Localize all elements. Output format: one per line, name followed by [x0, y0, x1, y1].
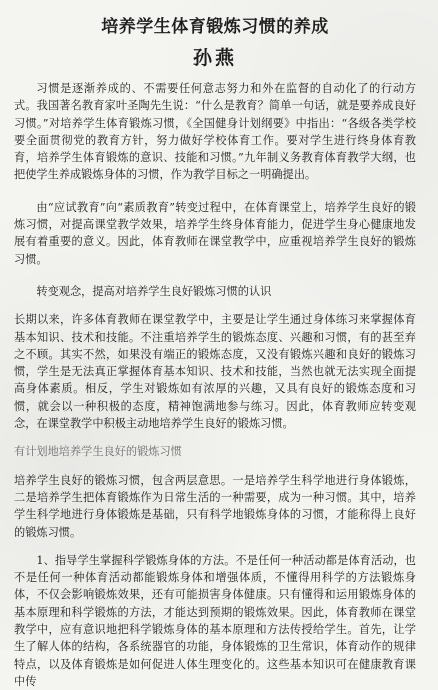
section-heading-2: 有计划地培养学生良好的锻炼习惯 [14, 445, 182, 459]
paragraph-point1: 1、指导学生掌握科学锻炼身体的方法。不是任何一种活动都是体育活动，也不是任何一种体育活动都能锻炼身体和增强体质，不懂得用科学的方法锻炼身体，不仅会影响锻炼效果，还有可能损害身体健康。只有懂得和运用锻炼身体的基本原理和科学锻炼的方法，才能达到预期的锻炼效果。因此，体育教师在课堂教学中，应有意识地把科学锻炼身体的基本原理和方法传授给学生。首先，让学生了解人体的结构，各系统器官的功能，身体锻炼的卫生常识，体育动作的规律特点，以及体育锻炼是如何促进人体生理变化的。这些基本知识可在健康教育课中传 [14, 553, 416, 688]
author-name: 孙燕 [192, 47, 237, 69]
paragraph-gap [14, 461, 416, 472]
section-heading-1: 转变观念，提高对培养学生良好锻炼习惯的认识 [36, 284, 272, 298]
paragraph-gap [14, 184, 416, 199]
paragraph-gap [14, 432, 416, 443]
paragraph-section2: 培养学生良好的锻炼习惯，包含两层意思。一是培养学生科学地进行身体锻炼，二是培养学生把体育锻炼作为日常生活的一种需要，成为一种习惯。其中，培养学生科学地进行身体锻炼是基础，只有科学地锻炼身体的习惯，才能称得上良好的锻炼习惯。 [14, 473, 416, 539]
document-title: 培养学生体育锻炼习惯的养成 [101, 17, 329, 37]
paragraph-gap [14, 268, 416, 283]
paragraph-gap [14, 300, 416, 311]
paragraph-intro: 习惯是逐渐养成的、不需要任何意志努力和外在监督的自动化了的行动方式。我国著名教育家叶圣陶先生说：“什么是教育？简单一句话，就是要养成良好习惯。”对培养学生体育锻炼习惯，《全国健身计划纲要》中指出：“各级各类学校要全面贯彻党的教育方针，努力做好学校体育工作。要对学生进行终身体育教育，培养学生体育锻炼的意识、技能和习惯。”九年制义务教育体育教学大纲，也把使学生养成锻炼身体的习惯，作为教学目标之一明确提出。 [14, 82, 416, 182]
paragraph-section1: 长期以来，许多体育教师在课堂教学中，主要是让学生通过身体练习来掌握体育基本知识、技术和技能。不注重培养学生的锻炼态度、兴趣和习惯，有的甚至弃之不顾。其实不然，如果没有端正的锻炼态度，又没有锻炼兴趣和良好的锻炼习惯，学生是无法真正掌握体育基本知识、技术和技能，当然也就无法实现全面提高身体素质。相反，学生对锻炼如有浓厚的兴趣，又具有良好的锻炼态度和习惯，就会以一种积极的态度，精神饱满地参与练习。因此，体育教师应转变观念，在课堂教学中积极主动地培养学生良好的锻炼习惯。 [14, 313, 416, 431]
paragraph-gap [14, 541, 416, 552]
paragraph-shift: 由“应试教育”向“素质教育”转变过程中，在体育课堂上，培养学生良好的锻炼习惯，对提高课堂教学效果，培养学生终身体育能力，促进学生身心健康地发展有着重要的意义。因此，体育教师在课堂教学中，应重视培养学生良好的锻炼习惯。 [14, 200, 416, 266]
